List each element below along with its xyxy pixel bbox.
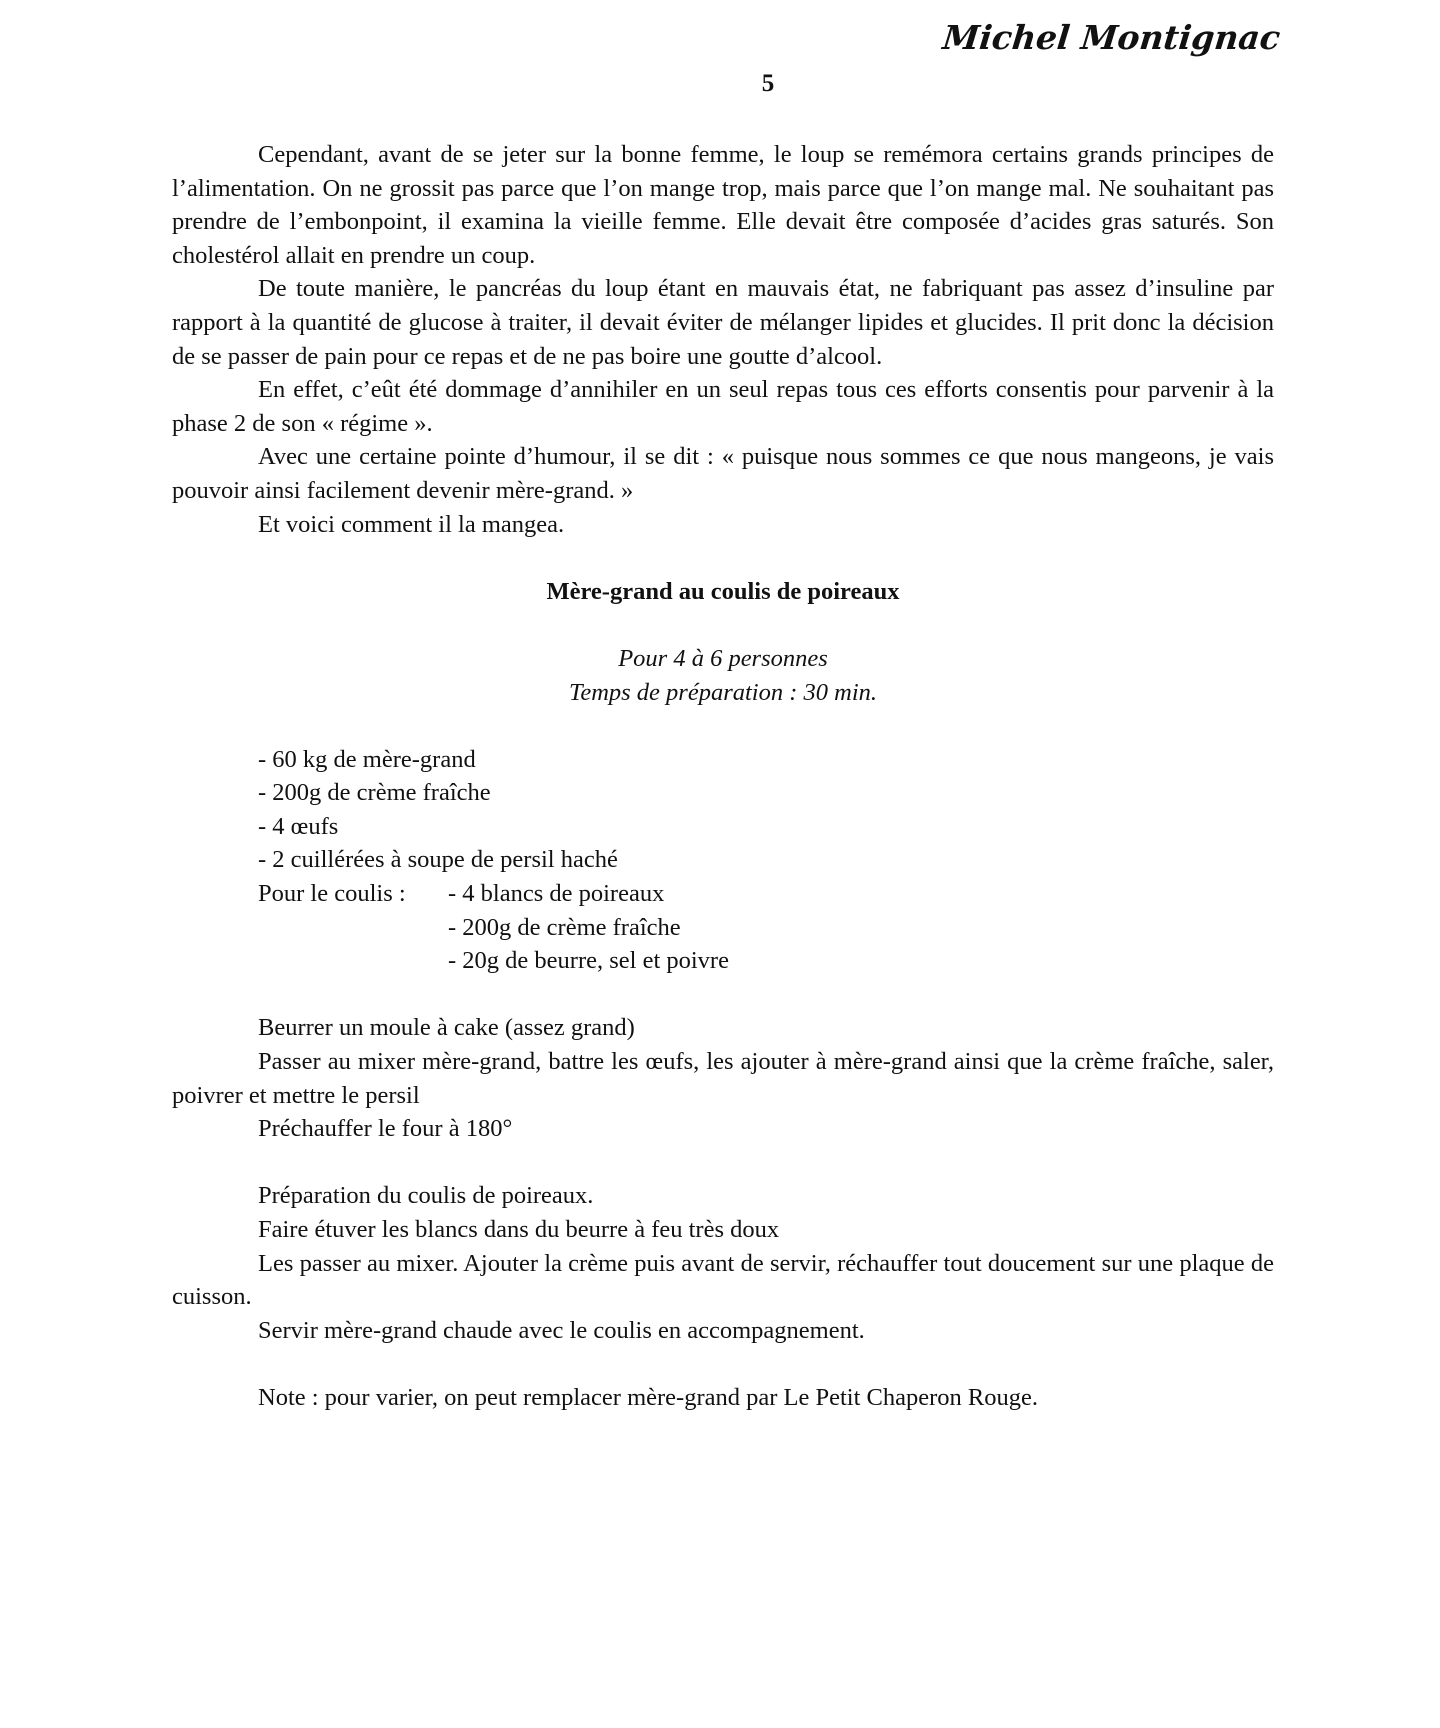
paragraph: En effet, c’eût été dommage d’annihiler en un seul repas tous ces efforts consentis pour parvenir à la phase 2 de son « régime ».	[172, 376, 1274, 437]
coulis-ingredient-item: - 200g de crème fraîche	[448, 913, 681, 941]
recipe-servings: Pour 4 à 6 personnes	[618, 644, 828, 672]
ingredient-item: - 4 œufs	[258, 812, 339, 840]
spacer	[172, 978, 1274, 1012]
recipe-title: Mère-grand au coulis de poireaux	[546, 577, 900, 605]
ingredient-item: - 200g de crème fraîche	[258, 779, 491, 807]
spacer	[172, 709, 1274, 743]
spacer	[172, 1146, 1274, 1180]
author-signature: Michel Montignac	[940, 18, 1283, 57]
page-number: 5	[761, 70, 775, 97]
instruction-step: Passer au mixer mère-grand, battre les œufs, les ajouter à mère-grand ainsi que la crème fraîche, saler, poivrer et mettre le persil	[172, 1048, 1274, 1109]
paragraph: Cependant, avant de se jeter sur la bonne femme, le loup se remémora certains grands principes de l’alimentation. On ne grossit pas parce que l’on mange trop, mais parce que l’on mange mal. Ne souhaitant pas prendre de l’embonpoint, il examina la vieille femme. Elle devait être composée d’acides gras saturés. Son cholestérol allait en prendre un coup.	[172, 141, 1274, 269]
coulis-label: Pour le coulis :	[258, 880, 406, 908]
spacer	[172, 1347, 1274, 1381]
instruction-step: Beurrer un moule à cake (assez grand)	[258, 1014, 635, 1042]
ingredient-item: - 2 cuillérées à soupe de persil haché	[258, 846, 618, 874]
page-body	[172, 138, 1274, 1415]
instruction-step: Servir mère-grand chaude avec le coulis en accompagnement.	[258, 1316, 865, 1344]
paragraph: Avec une certaine pointe d’humour, il se dit : « puisque nous sommes ce que nous mangeons, je vais pouvoir ainsi facilement devenir mère-grand. »	[172, 443, 1274, 504]
ingredient-item: - 60 kg de mère-grand	[258, 745, 476, 773]
spacer	[172, 541, 1274, 575]
coulis-list	[448, 877, 729, 978]
coulis-ingredients	[172, 877, 1274, 978]
instruction-step: Préparation du coulis de poireaux.	[258, 1182, 594, 1210]
recipe-prep-time: Temps de préparation : 30 min.	[568, 678, 878, 706]
spacer	[172, 608, 1274, 642]
recipe-note: Note : pour varier, on peut remplacer mère-grand par Le Petit Chaperon Rouge.	[258, 1383, 1039, 1411]
coulis-ingredient-item: - 4 blancs de poireaux	[448, 880, 665, 908]
instruction-step: Préchauffer le four à 180°	[258, 1115, 513, 1143]
instruction-step: Faire étuver les blancs dans du beurre à feu très doux	[258, 1216, 780, 1243]
paragraph: De toute manière, le pancréas du loup étant en mauvais état, ne fabriquant pas assez d’insuline par rapport à la quantité de glucose à traiter, il devait éviter de mélanger lipides et glucides. Il prit donc la décision de se passer de pain pour ce repas et de ne pas boire une goutte d’alcool.	[172, 275, 1274, 370]
instruction-step: Les passer au mixer. Ajouter la crème puis avant de servir, réchauffer tout doucement sur une plaque de cuisson.	[172, 1249, 1274, 1311]
paragraph: Et voici comment il la mangea.	[258, 510, 565, 538]
coulis-ingredient-item: - 20g de beurre, sel et poivre	[448, 947, 729, 975]
